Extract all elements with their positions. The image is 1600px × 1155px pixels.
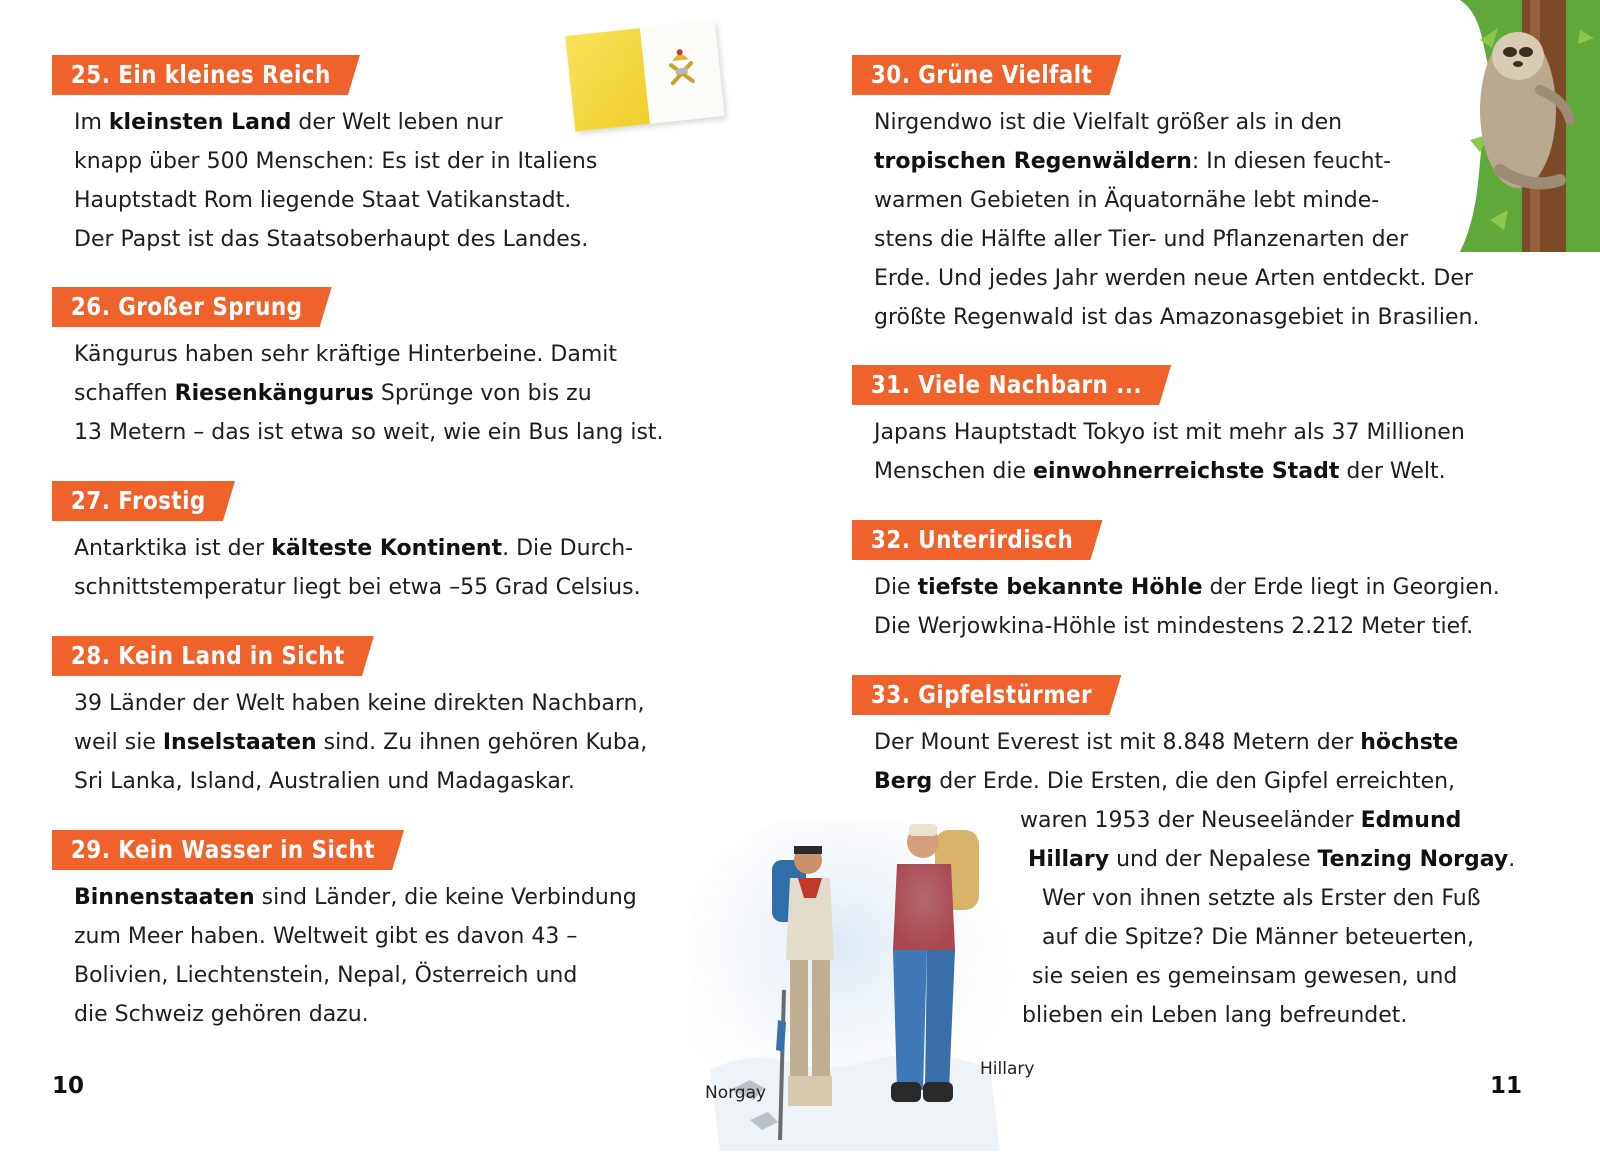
bold-text: kälteste Kontinent xyxy=(271,536,503,561)
text-line xyxy=(874,181,1479,220)
bold-text: Hillary xyxy=(1028,847,1110,872)
text-line xyxy=(74,568,641,607)
text-run: : In diesen feucht- xyxy=(1191,149,1392,174)
bold-text: Riesenkängurus xyxy=(174,381,374,406)
text-line xyxy=(74,684,647,723)
text-line xyxy=(874,103,1479,142)
text-run: waren 1953 der Neuseeländer xyxy=(1020,808,1361,833)
text-run: und der Nepalese xyxy=(1109,847,1318,872)
bold-text: tropischen Regenwäldern xyxy=(874,149,1192,174)
text-line xyxy=(74,220,597,259)
text-run: schnittstemperatur liegt bei etwa –55 Grad Celsius. xyxy=(74,575,641,600)
text-run: warmen Gebieten in Äquatornähe lebt minde- xyxy=(874,188,1380,213)
text-run: Erde. Und jedes Jahr werden neue Arten entdeckt. Der xyxy=(874,266,1473,291)
text-run: Im xyxy=(74,110,109,135)
section-body xyxy=(874,103,1479,337)
section-heading: 31. Viele Nachbarn ... xyxy=(852,365,1171,405)
section-body xyxy=(74,529,641,607)
text-line xyxy=(874,220,1479,259)
bold-text: kleinsten Land xyxy=(108,110,292,135)
bold-text: tiefste bekannte Höhle xyxy=(917,575,1203,600)
section-body xyxy=(74,878,637,1034)
text-run: Kängurus haben sehr kräftige Hinterbeine. Damit xyxy=(74,342,617,367)
section-heading: 32. Unterirdisch xyxy=(852,520,1102,560)
text-run: sind Länder, die keine Verbindung xyxy=(254,885,637,910)
section-heading: 28. Kein Land in Sicht xyxy=(52,636,374,676)
text-run: weil sie xyxy=(74,730,163,755)
section-25 xyxy=(52,55,597,259)
section-heading: 33. Gipfelstürmer xyxy=(852,675,1121,715)
page-number: 11 xyxy=(1490,1073,1523,1099)
section-body xyxy=(874,568,1500,646)
bold-text: Tenzing Norgay xyxy=(1317,847,1509,872)
text-line xyxy=(74,142,597,181)
section-26 xyxy=(52,287,664,452)
text-run: Der Papst ist das Staatsoberhaupt des Landes. xyxy=(74,227,589,252)
text-line xyxy=(874,298,1479,337)
section-32 xyxy=(852,520,1500,646)
text-run: Nirgendwo ist die Vielfalt größer als in den xyxy=(874,110,1343,135)
text-line xyxy=(874,452,1465,491)
text-run: Bolivien, Liechtenstein, Nepal, Österreich und xyxy=(74,963,578,988)
bold-text: höchste xyxy=(1360,730,1459,755)
text-line xyxy=(74,762,647,801)
page-number: 10 xyxy=(52,1073,85,1099)
text-line xyxy=(74,723,647,762)
section-31 xyxy=(852,365,1465,491)
text-run: Hauptstadt Rom liegende Staat Vatikanstadt. xyxy=(74,188,572,213)
caption-hillary: Hillary xyxy=(980,1059,1035,1079)
caption-norgay: Norgay xyxy=(705,1083,767,1103)
section-29 xyxy=(52,830,637,1034)
text-run: Japans Hauptstadt Tokyo ist mit mehr als 37 Millionen xyxy=(874,420,1465,445)
text-line xyxy=(74,995,637,1034)
section-body xyxy=(74,103,597,259)
sloth-illustration xyxy=(1460,0,1600,252)
bold-text: Berg xyxy=(874,769,933,794)
section-heading: 30. Grüne Vielfalt xyxy=(852,55,1122,95)
section-body xyxy=(74,684,647,801)
text-run: Sri Lanka, Island, Australien und Madagaskar. xyxy=(74,769,575,794)
text-line xyxy=(874,142,1479,181)
text-run: Der Mount Everest ist mit 8.848 Metern der xyxy=(874,730,1361,755)
text-line xyxy=(74,413,664,452)
text-run: schaffen xyxy=(74,381,175,406)
section-body xyxy=(74,335,664,452)
text-run: der Welt. xyxy=(1339,459,1446,484)
text-run: stens die Hälfte aller Tier- und Pflanzenarten der xyxy=(874,227,1409,252)
section-heading: 25. Ein kleines Reich xyxy=(52,55,360,95)
text-run: knapp über 500 Menschen: Es ist der in Italiens xyxy=(74,149,598,174)
text-line xyxy=(874,413,1465,452)
text-line xyxy=(874,259,1479,298)
text-run: Antarktika ist der xyxy=(74,536,272,561)
section-heading: 26. Großer Sprung xyxy=(52,287,332,327)
text-line xyxy=(74,529,641,568)
text-run: die Schweiz gehören dazu. xyxy=(74,1002,369,1027)
text-line xyxy=(74,956,637,995)
text-line xyxy=(874,568,1500,607)
text-line xyxy=(874,723,1515,762)
text-line xyxy=(74,103,597,142)
text-line xyxy=(74,374,664,413)
bold-text: Edmund xyxy=(1360,808,1462,833)
text-run: blieben ein Leben lang befreundet. xyxy=(1022,1003,1408,1028)
bold-text: einwohnerreichste Stadt xyxy=(1033,459,1340,484)
text-run: Die Werjowkina-Höhle ist mindestens 2.212 Meter tief. xyxy=(874,614,1474,639)
text-run: Die xyxy=(874,575,918,600)
text-run: Wer von ihnen setzte als Erster den Fuß xyxy=(1042,886,1481,911)
text-line xyxy=(74,181,597,220)
text-line xyxy=(874,607,1500,646)
text-run: der Erde. Die Ersten, die den Gipfel erreichten, xyxy=(932,769,1456,794)
text-run: . xyxy=(1508,847,1516,872)
section-28 xyxy=(52,636,647,801)
section-heading: 29. Kein Wasser in Sicht xyxy=(52,830,404,870)
text-run: der Erde liegt in Georgien. xyxy=(1202,575,1500,600)
section-30 xyxy=(852,55,1479,337)
text-line xyxy=(74,335,664,374)
text-line xyxy=(74,917,637,956)
text-line xyxy=(74,878,637,917)
text-run: Sprünge von bis zu xyxy=(373,381,592,406)
left-page xyxy=(0,0,800,1151)
bold-text: Binnenstaaten xyxy=(74,885,255,910)
text-run: auf die Spitze? Die Männer beteuerten, xyxy=(1042,925,1474,950)
text-run: 13 Metern – das ist etwa so weit, wie ein Bus lang ist. xyxy=(74,420,664,445)
text-run: . Die Durch- xyxy=(502,536,634,561)
text-run: sind. Zu ihnen gehören Kuba, xyxy=(316,730,648,755)
text-run: 39 Länder der Welt haben keine direkten Nachbarn, xyxy=(74,691,645,716)
section-27 xyxy=(52,481,641,607)
text-run: größte Regenwald ist das Amazonasgebiet in Brasilien. xyxy=(874,305,1480,330)
text-run: zum Meer haben. Weltweit gibt es davon 43 – xyxy=(74,924,578,949)
section-body xyxy=(874,413,1465,491)
text-run: sie seien es gemeinsam gewesen, und xyxy=(1032,964,1458,989)
text-run: Menschen die xyxy=(874,459,1034,484)
text-line xyxy=(874,762,1515,801)
section-heading: 27. Frostig xyxy=(52,481,235,521)
text-run: der Welt leben nur xyxy=(291,110,503,135)
bold-text: Inselstaaten xyxy=(162,730,317,755)
